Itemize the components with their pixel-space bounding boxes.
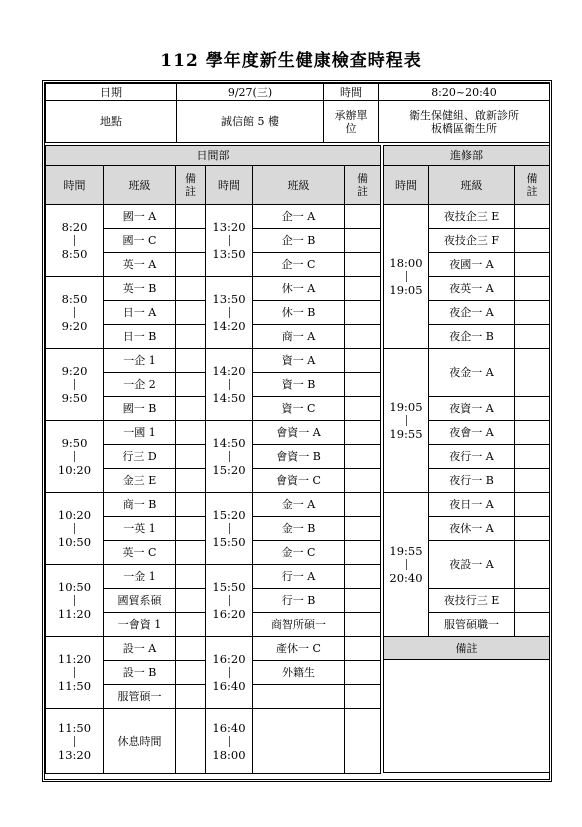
class-cell: 夜資一 A <box>429 397 515 421</box>
class-cell: 國貿系碩 <box>104 589 176 613</box>
class-cell: 企一 C <box>253 253 345 277</box>
day-col-time-left: 時間 <box>46 166 104 205</box>
note-cell <box>515 469 550 493</box>
note-cell <box>176 637 206 661</box>
class-cell: 一企 1 <box>104 349 176 373</box>
note-cell <box>515 517 550 541</box>
time-slot-end: 10:20 <box>57 463 92 477</box>
class-cell: 行一 A <box>253 565 345 589</box>
time-range-bar <box>229 523 230 534</box>
date-label: 日期 <box>46 84 177 101</box>
note-cell <box>345 301 381 325</box>
class-cell: 設一 B <box>104 661 176 685</box>
note-cell <box>176 349 206 373</box>
note-cell <box>345 541 381 565</box>
time-range-bar <box>74 235 75 246</box>
class-cell: 資一 B <box>253 373 345 397</box>
class-cell: 資一 A <box>253 349 345 373</box>
class-cell: 夜會一 A <box>429 421 515 445</box>
note-cell <box>515 421 550 445</box>
table-row <box>46 277 381 301</box>
class-cell: 服管碩職一 <box>429 613 515 637</box>
night-col-note-line2: 註 <box>526 185 538 198</box>
note-cell <box>176 397 206 421</box>
note-cell <box>345 373 381 397</box>
time-slot-end: 10:50 <box>57 535 92 549</box>
note-cell <box>176 205 206 229</box>
time-slot-start: 19:05 <box>389 400 423 414</box>
class-cell: 夜金一 A <box>429 349 515 397</box>
remarks-area <box>384 660 550 773</box>
class-cell: 設一 A <box>104 637 176 661</box>
time-slot-start: 11:50 <box>57 720 92 735</box>
note-cell <box>515 349 550 397</box>
class-cell: 會資一 C <box>253 469 345 493</box>
table-row <box>46 205 381 229</box>
remarks-row <box>384 660 550 773</box>
note-cell <box>345 493 381 517</box>
time-slot-start: 19:55 <box>389 544 423 558</box>
class-cell: 商一 A <box>253 325 345 349</box>
day-col-note-right-line2: 註 <box>357 185 369 198</box>
time-slot-end: 13:50 <box>212 247 246 261</box>
organizer-label-line1: 承辦單 <box>334 108 368 122</box>
note-cell <box>176 229 206 253</box>
class-cell: 產休一 C <box>253 637 345 661</box>
class-cell: 企一 A <box>253 205 345 229</box>
note-cell <box>176 253 206 277</box>
note-cell <box>176 589 206 613</box>
time-slot-end: 19:55 <box>389 427 423 441</box>
note-cell <box>345 709 381 774</box>
note-cell <box>345 349 381 373</box>
note-cell <box>345 637 381 661</box>
class-cell: 一英 1 <box>104 517 176 541</box>
class-cell: 夜技行三 E <box>429 589 515 613</box>
class-cell: 夜國一 A <box>429 253 515 277</box>
night-col-note-line1: 備 <box>526 172 538 185</box>
time-slot-end: 16:40 <box>212 679 246 693</box>
class-cell: 夜休一 A <box>429 517 515 541</box>
night-division-body <box>384 146 550 773</box>
day-col-class-right: 班級 <box>253 166 345 205</box>
time-slot-start: 16:20 <box>212 652 246 666</box>
time-slot-start: 9:20 <box>61 364 88 378</box>
class-cell: 夜企一 B <box>429 325 515 349</box>
time-slot-end: 13:20 <box>57 747 92 762</box>
time-range-bar <box>229 451 230 462</box>
note-cell <box>345 253 381 277</box>
note-cell <box>345 589 381 613</box>
day-col-class-left: 班級 <box>104 166 176 205</box>
note-cell <box>345 685 381 709</box>
class-cell: 一國 1 <box>104 421 176 445</box>
day-col-note-left-line1: 備 <box>185 172 196 185</box>
class-cell: 夜技企三 F <box>429 229 515 253</box>
class-cell: 商智所碩一 <box>253 613 345 637</box>
class-cell: 日一 A <box>104 301 176 325</box>
class-cell: 行一 B <box>253 589 345 613</box>
day-col-note-left-line2: 註 <box>185 185 196 198</box>
note-cell <box>176 277 206 301</box>
time-range-bar <box>229 379 230 390</box>
time-range-bar <box>229 667 230 678</box>
remarks-header-row <box>384 637 550 660</box>
class-cell: 夜行一 A <box>429 445 515 469</box>
class-cell: 金一 A <box>253 493 345 517</box>
class-cell: 英一 A <box>104 253 176 277</box>
table-row <box>384 493 550 517</box>
class-cell <box>253 685 345 709</box>
class-cell: 夜技企三 E <box>429 205 515 229</box>
time-slot-end: 16:20 <box>212 607 246 621</box>
class-cell: 金三 E <box>104 469 176 493</box>
time-slot-start: 15:20 <box>212 508 246 522</box>
time-slot-start: 11:20 <box>57 652 92 666</box>
time-slot-start: 18:00 <box>389 256 423 270</box>
time-slot <box>46 205 104 277</box>
table-row <box>384 349 550 397</box>
note-cell <box>345 565 381 589</box>
class-cell: 夜設一 A <box>429 541 515 589</box>
time-slot-end: 9:20 <box>61 319 88 333</box>
class-cell: 國一 A <box>104 205 176 229</box>
note-cell <box>345 229 381 253</box>
note-cell <box>176 421 206 445</box>
note-cell <box>345 205 381 229</box>
note-cell <box>176 685 206 709</box>
remarks-header: 備註 <box>384 637 550 660</box>
class-cell: 一會資 1 <box>104 613 176 637</box>
class-cell: 一企 2 <box>104 373 176 397</box>
time-slot <box>206 205 253 277</box>
time-value: 8:20~20:40 <box>379 84 550 101</box>
place-label: 地點 <box>46 101 177 143</box>
class-cell: 企一 B <box>253 229 345 253</box>
note-cell <box>345 277 381 301</box>
note-cell <box>345 613 381 637</box>
class-cell: 夜英一 A <box>429 277 515 301</box>
note-cell <box>176 493 206 517</box>
place-value: 誠信館 5 樓 <box>177 101 324 143</box>
table-row <box>46 421 381 445</box>
time-slot <box>206 493 253 565</box>
table-row <box>46 349 381 373</box>
table-row <box>384 205 550 229</box>
time-slot-start: 14:50 <box>212 436 246 450</box>
night-col-class: 班級 <box>429 166 515 205</box>
table-row <box>46 709 381 774</box>
break-label: 休息時間 <box>104 709 176 774</box>
class-cell: 休一 B <box>253 301 345 325</box>
time-range-bar <box>74 595 75 606</box>
day-division-header: 日間部 <box>46 146 381 166</box>
note-cell <box>345 469 381 493</box>
note-cell <box>176 373 206 397</box>
note-cell <box>515 229 550 253</box>
time-slot <box>46 277 104 349</box>
time-slot <box>206 277 253 349</box>
class-cell: 國一 C <box>104 229 176 253</box>
organizer-value <box>379 101 550 143</box>
time-slot-start: 10:50 <box>57 580 92 594</box>
class-cell: 一金 1 <box>104 565 176 589</box>
class-cell: 金一 C <box>253 541 345 565</box>
time-range-bar <box>406 271 407 282</box>
note-cell <box>176 445 206 469</box>
time-slot-start: 10:20 <box>57 508 92 522</box>
time-range-bar <box>74 667 75 678</box>
time-slot-start: 13:20 <box>212 220 246 234</box>
class-cell: 資一 C <box>253 397 345 421</box>
time-range-bar <box>229 235 230 246</box>
time-slot <box>206 421 253 493</box>
day-division-table <box>45 145 381 774</box>
class-cell: 服管碩一 <box>104 685 176 709</box>
time-slot <box>206 565 253 637</box>
time-slot-end: 18:00 <box>212 747 246 762</box>
class-cell: 夜行一 B <box>429 469 515 493</box>
table-row <box>46 637 381 661</box>
class-cell: 夜企一 A <box>429 301 515 325</box>
time-label: 時間 <box>324 84 379 101</box>
time-slot-start: 8:20 <box>61 220 88 234</box>
class-cell: 英一 C <box>104 541 176 565</box>
time-slot-start: 16:40 <box>212 720 246 735</box>
class-cell-empty <box>253 709 345 774</box>
night-division-table <box>383 145 550 773</box>
note-cell <box>515 325 550 349</box>
class-cell: 會資一 B <box>253 445 345 469</box>
class-cell: 日一 B <box>104 325 176 349</box>
class-cell: 會資一 A <box>253 421 345 445</box>
time-range-bar <box>74 307 75 318</box>
time-slot-end: 8:50 <box>61 247 88 261</box>
note-cell <box>515 301 550 325</box>
time-slot-end: 15:50 <box>212 535 246 549</box>
note-cell <box>345 325 381 349</box>
note-cell <box>176 517 206 541</box>
note-cell <box>515 277 550 301</box>
time-slot <box>46 349 104 421</box>
night-col-time: 時間 <box>384 166 429 205</box>
time-slot-start: 15:50 <box>212 580 246 594</box>
note-cell <box>515 253 550 277</box>
class-cell: 行三 D <box>104 445 176 469</box>
note-cell <box>176 565 206 589</box>
date-value: 9/27(三) <box>177 84 324 101</box>
day-col-note-right <box>345 166 381 205</box>
time-slot-start: 14:20 <box>212 364 246 378</box>
day-division-body <box>46 146 381 774</box>
time-slot <box>384 205 429 349</box>
time-slot <box>46 709 104 774</box>
time-slot <box>46 493 104 565</box>
time-range-bar <box>406 559 407 570</box>
class-cell: 金一 B <box>253 517 345 541</box>
time-slot-end: 20:40 <box>389 571 423 585</box>
note-cell <box>176 613 206 637</box>
note-cell <box>515 613 550 637</box>
note-cell <box>515 445 550 469</box>
note-cell <box>515 541 550 589</box>
note-cell <box>176 325 206 349</box>
note-cell <box>345 397 381 421</box>
table-row <box>46 565 381 589</box>
day-col-time-right: 時間 <box>206 166 253 205</box>
note-cell <box>176 541 206 565</box>
time-slot-end: 11:50 <box>57 679 92 693</box>
note-cell <box>515 205 550 229</box>
class-cell: 外籍生 <box>253 661 345 685</box>
note-cell <box>515 493 550 517</box>
time-slot <box>384 349 429 493</box>
time-slot <box>206 637 253 709</box>
note-cell <box>176 469 206 493</box>
time-range-bar <box>74 523 75 534</box>
time-range-bar <box>229 307 230 318</box>
time-slot-start: 13:50 <box>212 292 246 306</box>
day-col-note-right-line1: 備 <box>357 172 369 185</box>
note-cell <box>345 517 381 541</box>
organizer-value-line2: 板橋區衛生所 <box>431 121 497 135</box>
info-table <box>45 83 550 143</box>
table-row <box>46 493 381 517</box>
time-slot <box>206 709 253 774</box>
note-cell <box>345 445 381 469</box>
time-range-bar <box>74 736 75 747</box>
time-slot-end: 14:20 <box>212 319 246 333</box>
note-cell <box>176 661 206 685</box>
organizer-label <box>324 101 379 143</box>
time-slot-end: 11:20 <box>57 607 92 621</box>
night-division-header: 進修部 <box>384 146 550 166</box>
note-cell <box>345 421 381 445</box>
time-range-bar <box>74 379 75 390</box>
time-range-bar <box>406 415 407 426</box>
note-cell <box>515 589 550 613</box>
class-cell: 商一 B <box>104 493 176 517</box>
class-cell: 休一 A <box>253 277 345 301</box>
note-cell <box>176 301 206 325</box>
time-slot <box>46 565 104 637</box>
time-slot <box>46 637 104 709</box>
time-range-bar <box>74 451 75 462</box>
time-slot <box>206 349 253 421</box>
time-slot <box>384 493 429 637</box>
time-slot <box>46 421 104 493</box>
note-cell <box>515 397 550 421</box>
time-slot-start: 8:50 <box>61 292 88 306</box>
time-slot-start: 9:50 <box>61 436 88 450</box>
page-title: 112 學年度新生健康檢查時程表 <box>160 51 422 71</box>
organizer-value-line1: 衛生保健組、啟新診所 <box>409 108 519 122</box>
day-col-note-left <box>176 166 206 205</box>
organizer-label-line2: 位 <box>345 121 357 135</box>
night-col-note <box>515 166 550 205</box>
note-cell <box>345 661 381 685</box>
time-range-bar <box>229 736 230 747</box>
class-cell: 夜日一 A <box>429 493 515 517</box>
time-slot-end: 15:20 <box>212 463 246 477</box>
class-cell: 英一 B <box>104 277 176 301</box>
time-slot-end: 14:50 <box>212 391 246 405</box>
time-slot-end: 19:05 <box>389 283 423 297</box>
class-cell: 國一 B <box>104 397 176 421</box>
note-cell <box>176 709 206 774</box>
time-range-bar <box>229 595 230 606</box>
time-slot-end: 9:50 <box>61 391 88 405</box>
